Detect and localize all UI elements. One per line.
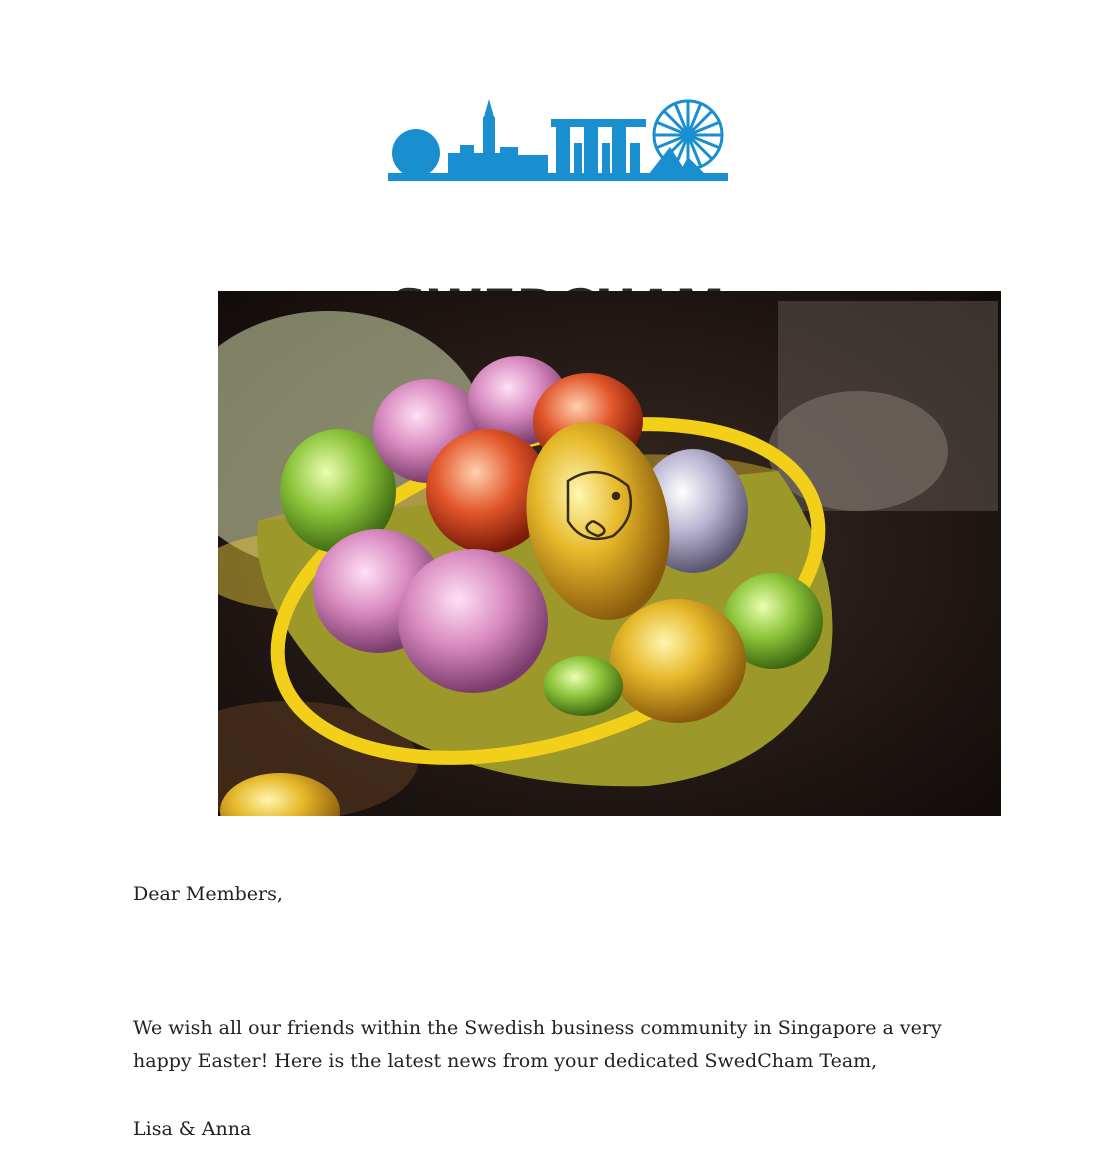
letter-signoff: Lisa & Anna bbox=[133, 1118, 252, 1140]
letter-greeting: Dear Members, bbox=[133, 883, 283, 905]
letter-body: We wish all our friends within the Swedish business community in Singapore a very happy Easter! Here is the latest news from your dedicated SwedCham Team, bbox=[133, 1017, 942, 1072]
swedcham-logo bbox=[388, 95, 728, 285]
skyline-logo-icon bbox=[388, 95, 728, 185]
easter-eggs-photo bbox=[218, 291, 1001, 816]
